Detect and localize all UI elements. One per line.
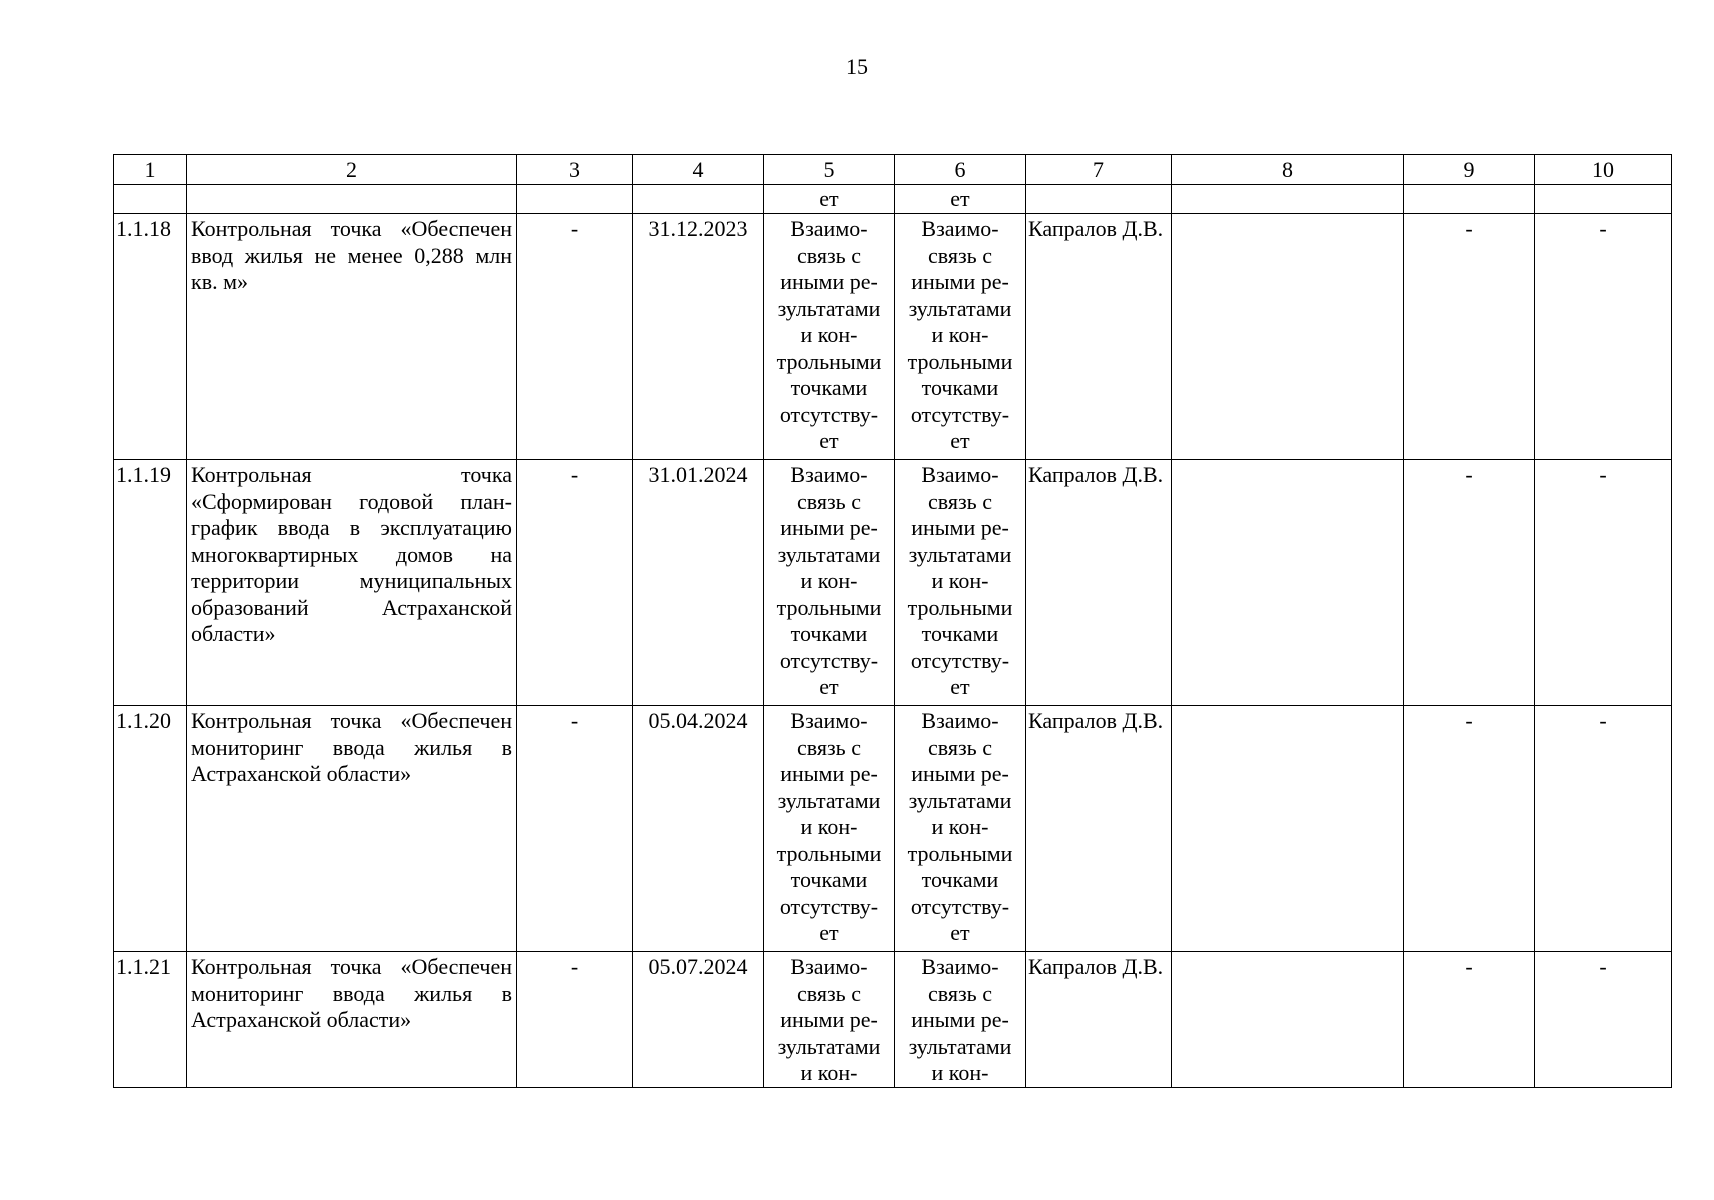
relation-line: отсутству- — [910, 647, 1010, 673]
relation-cell-5 — [764, 952, 895, 1088]
col3-value: - — [517, 214, 633, 460]
relation-cell-6 — [895, 952, 1026, 1088]
column-number: 4 — [633, 155, 764, 185]
column-number: 6 — [895, 155, 1026, 185]
relation-line: иными ре- — [911, 515, 1009, 540]
relation-line: Взаимо- — [790, 954, 868, 979]
row-number: 1.1.20 — [114, 706, 187, 952]
table-row — [114, 460, 1672, 706]
continuation-cell: ет — [764, 185, 895, 214]
relation-line: и кон- — [800, 1060, 858, 1085]
due-date: 31.01.2024 — [633, 460, 764, 706]
relation-line: связь с — [928, 488, 992, 514]
relation-line: иными ре- — [780, 761, 878, 786]
col9-value: - — [1404, 952, 1535, 1088]
relation-line: иными ре- — [780, 515, 878, 540]
col8-value — [1172, 214, 1404, 460]
relation-line: ет — [950, 920, 970, 945]
relation-line: иными ре- — [911, 1007, 1009, 1032]
due-date: 05.04.2024 — [633, 706, 764, 952]
relation-line: точками — [921, 621, 999, 646]
continuation-cell — [187, 185, 517, 214]
relation-line: ет — [819, 920, 839, 945]
relation-line: зультатами — [777, 295, 881, 321]
col9-value: - — [1404, 706, 1535, 952]
relation-line: зультатами — [777, 1033, 881, 1059]
continuation-cell — [1404, 185, 1535, 214]
relation-line: точками — [921, 375, 999, 400]
relation-line: и кон- — [931, 568, 989, 593]
col10-value: - — [1535, 952, 1672, 1088]
responsible-person: Капралов Д.В. — [1026, 214, 1172, 460]
relation-line: зультатами — [908, 541, 1012, 567]
relation-cell-6 — [895, 460, 1026, 706]
relation-line: зультатами — [908, 1033, 1012, 1059]
responsible-person: Капралов Д.В. — [1026, 952, 1172, 1088]
relation-line: и кон- — [800, 322, 858, 347]
row-number: 1.1.19 — [114, 460, 187, 706]
relation-line: точками — [921, 867, 999, 892]
column-number: 7 — [1026, 155, 1172, 185]
relation-line: связь с — [928, 242, 992, 268]
relation-line: и кон- — [931, 322, 989, 347]
continuation-row — [114, 185, 1672, 214]
relation-line: точками — [790, 621, 868, 646]
due-date: 05.07.2024 — [633, 952, 764, 1088]
relation-line: трольными — [776, 840, 882, 866]
relation-line: и кон- — [931, 1060, 989, 1085]
relation-cell-5 — [764, 460, 895, 706]
relation-line: иными ре- — [780, 269, 878, 294]
row-number: 1.1.21 — [114, 952, 187, 1088]
column-number: 10 — [1535, 155, 1672, 185]
col8-value — [1172, 706, 1404, 952]
col9-value: - — [1404, 214, 1535, 460]
column-number: 3 — [517, 155, 633, 185]
continuation-cell — [517, 185, 633, 214]
relation-line: зультатами — [908, 787, 1012, 813]
relation-line: Взаимо- — [921, 954, 999, 979]
relation-line: трольными — [907, 348, 1013, 374]
continuation-cell — [1535, 185, 1672, 214]
relation-line: точками — [790, 867, 868, 892]
relation-line: зультатами — [908, 295, 1012, 321]
control-point-name: Контрольная точка «Обеспечен мониторинг ввода жилья в Астраханской области» — [187, 706, 517, 952]
relation-cell-6 — [895, 214, 1026, 460]
column-number-row — [114, 155, 1672, 185]
col3-value: - — [517, 706, 633, 952]
column-number: 9 — [1404, 155, 1535, 185]
relation-line: Взаимо- — [921, 462, 999, 487]
control-points-table — [113, 154, 1672, 1088]
continuation-cell — [1026, 185, 1172, 214]
relation-line: и кон- — [800, 568, 858, 593]
continuation-cell — [114, 185, 187, 214]
col3-value: - — [517, 952, 633, 1088]
col10-value: - — [1535, 214, 1672, 460]
relation-line: связь с — [797, 488, 861, 514]
relation-line: Взаимо- — [921, 708, 999, 733]
table-row — [114, 214, 1672, 460]
relation-line: ет — [819, 674, 839, 699]
relation-line: точками — [790, 375, 868, 400]
relation-line: ет — [819, 428, 839, 453]
col10-value: - — [1535, 460, 1672, 706]
relation-line: отсутству- — [779, 401, 879, 427]
col9-value: - — [1404, 460, 1535, 706]
relation-line: Взаимо- — [790, 462, 868, 487]
page-number: 15 — [846, 54, 868, 79]
relation-line: трольными — [907, 594, 1013, 620]
relation-cell-5 — [764, 706, 895, 952]
continuation-cell — [633, 185, 764, 214]
relation-line: связь с — [797, 980, 861, 1006]
relation-line: и кон- — [931, 814, 989, 839]
col10-value: - — [1535, 706, 1672, 952]
relation-line: Взаимо- — [790, 708, 868, 733]
table-row — [114, 706, 1672, 952]
relation-cell-6 — [895, 706, 1026, 952]
relation-line: отсутству- — [910, 401, 1010, 427]
continuation-cell — [1172, 185, 1404, 214]
responsible-person: Капралов Д.В. — [1026, 460, 1172, 706]
relation-line: отсутству- — [779, 893, 879, 919]
table-row — [114, 952, 1672, 1088]
relation-line: связь с — [928, 734, 992, 760]
control-point-name: Контрольная точка «Сформирован годовой план-график ввода в эксплуатацию многоквартирных домов на территории муниципальных образований Астраханской области» — [187, 460, 517, 706]
relation-line: зультатами — [777, 541, 881, 567]
relation-line: трольными — [907, 840, 1013, 866]
relation-line: трольными — [776, 594, 882, 620]
col3-value: - — [517, 460, 633, 706]
relation-line: связь с — [797, 242, 861, 268]
col8-value — [1172, 952, 1404, 1088]
relation-cell-5 — [764, 214, 895, 460]
control-point-name: Контрольная точка «Обеспечен ввод жилья не менее 0,288 млн кв. м» — [187, 214, 517, 460]
relation-line: ет — [950, 674, 970, 699]
column-number: 5 — [764, 155, 895, 185]
relation-line: отсутству- — [779, 647, 879, 673]
relation-line: отсутству- — [910, 893, 1010, 919]
relation-line: и кон- — [800, 814, 858, 839]
relation-line: иными ре- — [911, 761, 1009, 786]
relation-line: иными ре- — [911, 269, 1009, 294]
col8-value — [1172, 460, 1404, 706]
responsible-person: Капралов Д.В. — [1026, 706, 1172, 952]
relation-line: связь с — [797, 734, 861, 760]
relation-line: трольными — [776, 348, 882, 374]
relation-line: Взаимо- — [921, 216, 999, 241]
relation-line: ет — [950, 428, 970, 453]
row-number: 1.1.18 — [114, 214, 187, 460]
relation-line: иными ре- — [780, 1007, 878, 1032]
control-point-name: Контрольная точка «Обеспечен мониторинг ввода жилья в Астраханской области» — [187, 952, 517, 1088]
continuation-cell: ет — [895, 185, 1026, 214]
relation-line: зультатами — [777, 787, 881, 813]
relation-line: связь с — [928, 980, 992, 1006]
due-date: 31.12.2023 — [633, 214, 764, 460]
relation-line: Взаимо- — [790, 216, 868, 241]
column-number: 2 — [187, 155, 517, 185]
column-number: 1 — [114, 155, 187, 185]
column-number: 8 — [1172, 155, 1404, 185]
